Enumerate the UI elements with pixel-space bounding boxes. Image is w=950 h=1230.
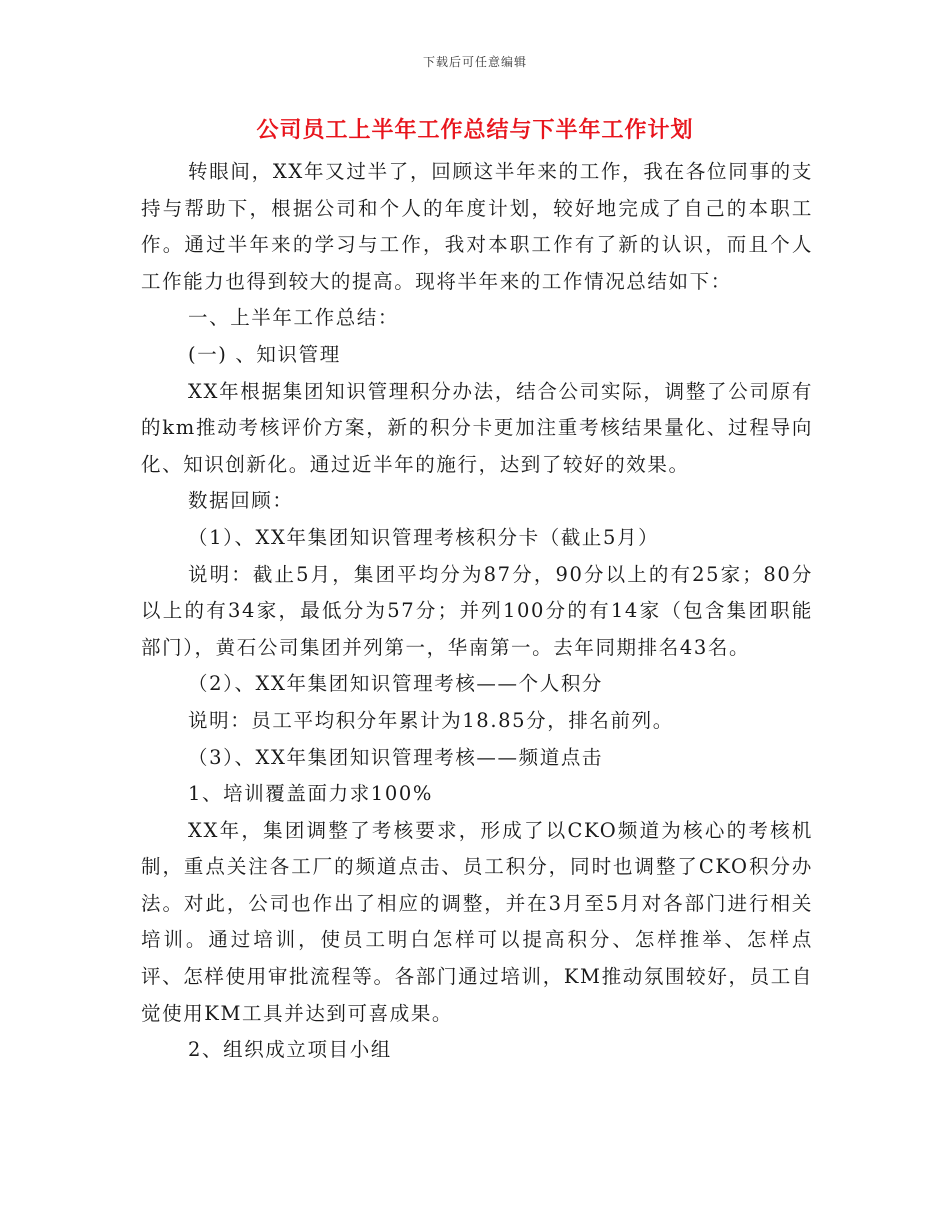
point-2-heading: 2、组织成立项目小组	[188, 1038, 392, 1062]
section-heading-1: 一、上半年工作总结：	[188, 306, 400, 330]
data-review-label: 数据回顾：	[188, 489, 294, 513]
point-1-heading: 1、培训覆盖面力求100%	[188, 782, 433, 806]
data-item-1-description: 说明：截止5月，集团平均分为87分，90分以上的有25家；80分以上的有34家，最低分为57分；并列100分的有14家（包含集团职能部门），黄石公司集团并列第一，华南第一。去年同期排名43名。	[141, 562, 813, 659]
subsection-heading-knowledge-management: (一) 、知识管理	[188, 342, 341, 366]
document-title: 公司员工上半年工作总结与下半年工作计划	[256, 117, 694, 143]
header-note: 下载后可任意编辑	[422, 55, 527, 69]
data-item-2-description: 说明：员工平均积分年累计为18.85分，排名前列。	[188, 708, 674, 732]
data-item-2: （2）、XX年集团知识管理考核——个人积分	[188, 672, 604, 696]
point-1-paragraph: XX年，集团调整了考核要求，形成了以CKO频道为核心的考核机制，重点关注各工厂的频道点击、员工积分，同时也调整了CKO积分办法。对此，公司也作出了相应的调整，并在3月至5月对各部门进行相关培训。通过培训，使员工明白怎样可以提高积分、怎样推举、怎样点评、怎样使用审批流程等。各部门通过培训，KM推动氛围较好，员工自觉使用KM工具并达到可喜成果。	[141, 818, 813, 1025]
data-item-1: （1）、XX年集团知识管理考核积分卡（截止5月）	[188, 525, 660, 549]
knowledge-management-paragraph: XX年根据集团知识管理积分办法，结合公司实际，调整了公司原有的km推动考核评价方案，新的积分卡更加注重考核结果量化、过程导向化、知识创新化。通过近半年的施行，达到了较好的效果。	[141, 379, 813, 476]
data-item-3: （3）、XX年集团知识管理考核——频道点击	[188, 745, 604, 769]
intro-paragraph: 转眼间，XX年又过半了，回顾这半年来的工作，我在各位同事的支持与帮助下，根据公司和个人的年度计划，较好地完成了自己的本职工作。通过半年来的学习与工作，我对本职工作有了新的认识，而且个人工作能力也得到较大的提高。现将半年来的工作情况总结如下：	[141, 160, 813, 293]
document-body	[141, 154, 813, 1069]
